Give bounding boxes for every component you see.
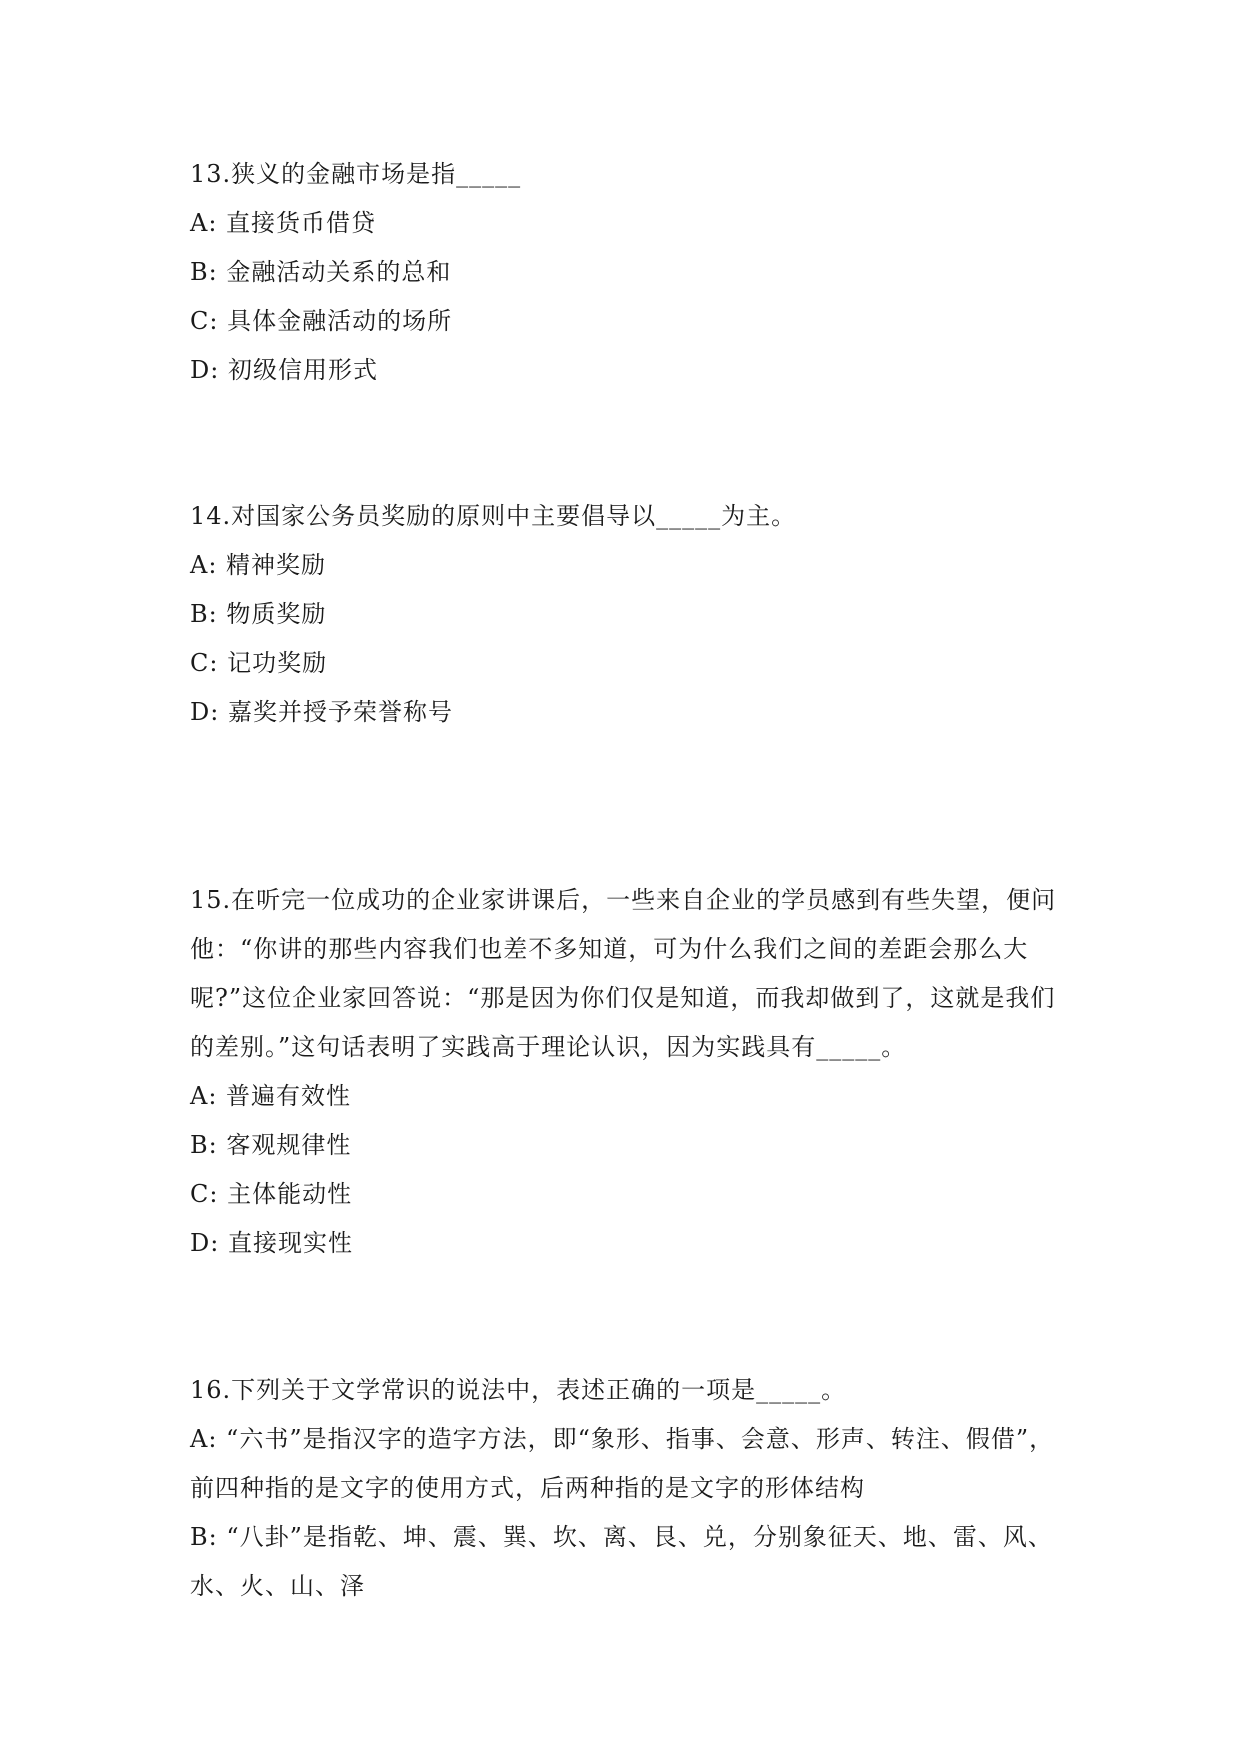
option-c: C: 记功奖励 xyxy=(190,649,328,677)
option-a: A: “六书”是指汉字的造字方法，即“象形、指事、会意、形声、转注、假借”，前四种指的是文字的使用方式，后两种指的是文字的形体结构 xyxy=(190,1425,1055,1502)
option-b: B: 客观规律性 xyxy=(190,1131,352,1159)
option-c: C: 具体金融活动的场所 xyxy=(190,307,453,335)
option-b: B: 物质奖励 xyxy=(190,600,327,628)
option-c: C: 主体能动性 xyxy=(190,1180,353,1208)
question-stem: 15.在听完一位成功的企业家讲课后，一些来自企业的学员感到有些失望，便问他：“你讲的那些内容我们也差不多知道，可为什么我们之间的差距会那么大呢?”这位企业家回答说：“那是因为你们仅是知道，而我却做到了，这就是我们的差别。”这句话表明了实践高于理论认识，因为实践具有_____。 xyxy=(190,886,1057,1061)
question-15 xyxy=(190,876,1070,1268)
question-16 xyxy=(190,1366,1070,1611)
option-d: D: 直接现实性 xyxy=(190,1229,353,1257)
option-b: B: “八卦”是指乾、坤、震、巽、坎、离、艮、兑，分别象征天、地、雷、风、水、火、山、泽 xyxy=(190,1523,1053,1600)
option-d: D: 初级信用形式 xyxy=(190,356,378,384)
option-a: A: 精神奖励 xyxy=(190,551,327,579)
question-stem: 14.对国家公务员奖励的原则中主要倡导以_____为主。 xyxy=(190,502,797,530)
question-14 xyxy=(190,492,1070,737)
option-a: A: 直接货币借贷 xyxy=(190,209,377,237)
option-a: A: 普遍有效性 xyxy=(190,1082,352,1110)
question-stem: 13.狭义的金融市场是指_____ xyxy=(190,160,522,188)
question-stem: 16.下列关于文学常识的说法中，表述正确的一项是_____。 xyxy=(190,1376,847,1404)
option-d: D: 嘉奖并授予荣誉称号 xyxy=(190,698,453,726)
question-13 xyxy=(190,150,1070,395)
option-b: B: 金融活动关系的总和 xyxy=(190,258,452,286)
